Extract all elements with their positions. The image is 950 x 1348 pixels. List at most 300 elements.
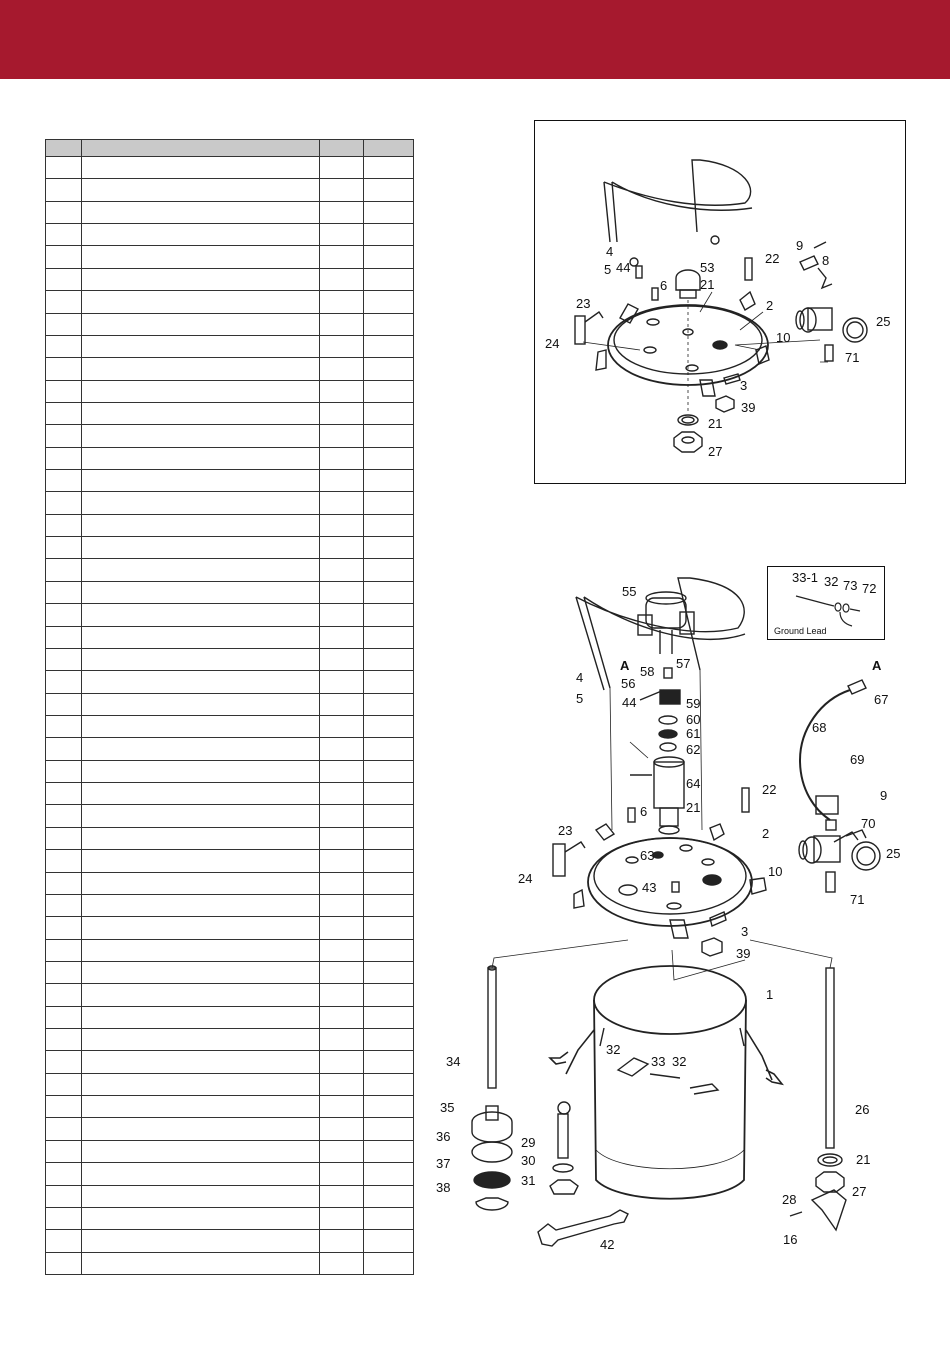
table-cell xyxy=(320,559,364,581)
table-cell xyxy=(46,850,82,872)
table-cell xyxy=(364,1163,414,1185)
table-row xyxy=(46,1073,414,1095)
table-cell xyxy=(320,1006,364,1028)
table-cell xyxy=(320,783,364,805)
callout-label: 21 xyxy=(856,1152,871,1167)
table-cell xyxy=(46,894,82,916)
table-row xyxy=(46,1207,414,1229)
table-row xyxy=(46,894,414,916)
table-cell xyxy=(82,559,320,581)
table-cell xyxy=(46,224,82,246)
lid-diagram-frame xyxy=(534,120,906,484)
table-cell xyxy=(364,1051,414,1073)
table-header-cell xyxy=(320,140,364,157)
table-cell xyxy=(46,559,82,581)
table-row xyxy=(46,939,414,961)
table-cell xyxy=(320,179,364,201)
table-cell xyxy=(364,291,414,313)
table-row xyxy=(46,1252,414,1274)
table-cell xyxy=(364,671,414,693)
table-row xyxy=(46,626,414,648)
callout-label: 21 xyxy=(700,277,715,292)
table-row xyxy=(46,537,414,559)
callout-label: 71 xyxy=(850,892,865,907)
callout-label: 6 xyxy=(660,278,668,293)
table-cell xyxy=(364,224,414,246)
table-cell xyxy=(46,604,82,626)
table-row xyxy=(46,1006,414,1028)
table-header-row xyxy=(46,140,414,157)
callout-label: 60 xyxy=(686,712,701,727)
table-cell xyxy=(46,492,82,514)
callout-label: 64 xyxy=(686,776,701,791)
callout-label: 10 xyxy=(768,864,783,879)
table-cell xyxy=(364,783,414,805)
table-cell xyxy=(46,425,82,447)
callout-label: A xyxy=(872,658,882,673)
table-row xyxy=(46,268,414,290)
table-cell xyxy=(320,1252,364,1274)
callout-label: 35 xyxy=(440,1100,455,1115)
table-row xyxy=(46,917,414,939)
table-row xyxy=(46,201,414,223)
table-cell xyxy=(320,268,364,290)
callout-label: 27 xyxy=(852,1184,867,1199)
callout-label: 44 xyxy=(622,695,637,710)
table-cell xyxy=(82,268,320,290)
table-cell xyxy=(46,917,82,939)
table-cell xyxy=(82,850,320,872)
callout-label: 57 xyxy=(676,656,691,671)
table-cell xyxy=(320,1140,364,1162)
table-cell xyxy=(364,760,414,782)
table-cell xyxy=(82,157,320,179)
table-cell xyxy=(46,626,82,648)
table-row xyxy=(46,1163,414,1185)
table-row xyxy=(46,1230,414,1252)
table-cell xyxy=(364,492,414,514)
callout-label: 72 xyxy=(862,581,877,596)
callout-label: 1 xyxy=(766,987,774,1002)
table-cell xyxy=(82,1207,320,1229)
table-cell xyxy=(82,1029,320,1051)
table-header-cell xyxy=(46,140,82,157)
table-row xyxy=(46,738,414,760)
table-cell xyxy=(82,179,320,201)
table-cell xyxy=(82,447,320,469)
table-cell xyxy=(364,648,414,670)
table-row xyxy=(46,827,414,849)
callout-label: 32 xyxy=(824,574,839,589)
table-cell xyxy=(364,358,414,380)
table-cell xyxy=(320,224,364,246)
callout-label: A xyxy=(620,658,630,673)
table-cell xyxy=(320,492,364,514)
table-row xyxy=(46,604,414,626)
table-cell xyxy=(320,894,364,916)
table-cell xyxy=(46,872,82,894)
table-cell xyxy=(364,626,414,648)
table-cell xyxy=(320,827,364,849)
table-cell xyxy=(320,738,364,760)
table-cell xyxy=(320,537,364,559)
table-cell xyxy=(320,358,364,380)
table-cell xyxy=(46,1207,82,1229)
table-cell xyxy=(46,335,82,357)
table-cell xyxy=(46,1118,82,1140)
table-cell xyxy=(46,939,82,961)
table-cell xyxy=(320,939,364,961)
table-cell xyxy=(82,380,320,402)
table-cell xyxy=(320,447,364,469)
table-row xyxy=(46,984,414,1006)
table-row xyxy=(46,492,414,514)
table-cell xyxy=(46,179,82,201)
table-row xyxy=(46,1118,414,1140)
callout-label: 23 xyxy=(576,296,591,311)
table-cell xyxy=(364,537,414,559)
callout-label: 37 xyxy=(436,1156,451,1171)
table-cell xyxy=(82,939,320,961)
callout-label: 10 xyxy=(776,330,791,345)
table-cell xyxy=(320,291,364,313)
table-cell xyxy=(320,1185,364,1207)
table-cell xyxy=(82,1073,320,1095)
table-cell xyxy=(46,738,82,760)
table-cell xyxy=(82,1096,320,1118)
table-header-cell xyxy=(364,140,414,157)
table-row xyxy=(46,783,414,805)
table-cell xyxy=(46,581,82,603)
table-cell xyxy=(364,917,414,939)
callout-label: 28 xyxy=(782,1192,797,1207)
table-cell xyxy=(364,246,414,268)
table-cell xyxy=(46,1140,82,1162)
table-cell xyxy=(46,447,82,469)
table-row xyxy=(46,470,414,492)
callout-label: 29 xyxy=(521,1135,536,1150)
table-cell xyxy=(364,380,414,402)
table-cell xyxy=(82,335,320,357)
table-cell xyxy=(46,246,82,268)
callout-label: 9 xyxy=(796,238,804,253)
table-cell xyxy=(320,715,364,737)
parts-table xyxy=(45,139,414,1275)
table-cell xyxy=(320,1163,364,1185)
callout-label: 39 xyxy=(736,946,751,961)
table-cell xyxy=(320,201,364,223)
table-cell xyxy=(82,984,320,1006)
callout-label: 6 xyxy=(640,804,648,819)
callout-label: 3 xyxy=(741,924,749,939)
table-row xyxy=(46,157,414,179)
table-row xyxy=(46,872,414,894)
table-cell xyxy=(46,1029,82,1051)
table-cell xyxy=(320,1207,364,1229)
table-cell xyxy=(82,514,320,536)
table-cell xyxy=(82,581,320,603)
table-cell xyxy=(364,850,414,872)
table-cell xyxy=(46,984,82,1006)
table-cell xyxy=(46,693,82,715)
callout-label: 5 xyxy=(576,691,584,706)
table-cell xyxy=(320,693,364,715)
callout-label: 22 xyxy=(765,251,780,266)
table-cell xyxy=(320,872,364,894)
table-cell xyxy=(82,1230,320,1252)
table-cell xyxy=(364,604,414,626)
callout-label: 2 xyxy=(766,298,774,313)
callout-label: 27 xyxy=(708,444,723,459)
callout-label: 23 xyxy=(558,823,573,838)
table-cell xyxy=(320,470,364,492)
table-cell xyxy=(82,715,320,737)
table-cell xyxy=(82,1163,320,1185)
callout-label: 22 xyxy=(762,782,777,797)
table-cell xyxy=(82,805,320,827)
callout-label: 25 xyxy=(876,314,891,329)
table-row xyxy=(46,1140,414,1162)
table-cell xyxy=(364,425,414,447)
table-cell xyxy=(46,358,82,380)
table-row xyxy=(46,291,414,313)
table-cell xyxy=(46,715,82,737)
callout-label: 67 xyxy=(874,692,889,707)
callout-label: 9 xyxy=(880,788,888,803)
table-cell xyxy=(364,805,414,827)
table-cell xyxy=(364,1029,414,1051)
table-cell xyxy=(46,671,82,693)
table-cell xyxy=(364,514,414,536)
table-cell xyxy=(320,604,364,626)
table-cell xyxy=(364,313,414,335)
table-cell xyxy=(82,760,320,782)
table-cell xyxy=(46,470,82,492)
table-cell xyxy=(82,626,320,648)
callout-label: 33 xyxy=(651,1054,666,1069)
table-cell xyxy=(46,313,82,335)
callout-label: 71 xyxy=(845,350,860,365)
callout-label: 8 xyxy=(822,253,830,268)
table-row xyxy=(46,313,414,335)
callout-label: 44 xyxy=(616,260,631,275)
table-cell xyxy=(82,1051,320,1073)
callout-label: 24 xyxy=(545,336,560,351)
table-row xyxy=(46,358,414,380)
table-cell xyxy=(82,201,320,223)
callout-label: 24 xyxy=(518,871,533,886)
callout-label: 30 xyxy=(521,1153,536,1168)
table-cell xyxy=(320,850,364,872)
table-cell xyxy=(364,559,414,581)
callout-label: 69 xyxy=(850,752,865,767)
callout-label: 21 xyxy=(708,416,723,431)
callout-label: 59 xyxy=(686,696,701,711)
table-cell xyxy=(46,268,82,290)
table-cell xyxy=(46,402,82,424)
table-cell xyxy=(364,1207,414,1229)
table-cell xyxy=(320,805,364,827)
table-cell xyxy=(364,894,414,916)
table-row xyxy=(46,671,414,693)
table-cell xyxy=(364,827,414,849)
callout-label: 25 xyxy=(886,846,901,861)
table-cell xyxy=(82,1118,320,1140)
table-cell xyxy=(46,961,82,983)
table-cell xyxy=(46,1185,82,1207)
table-cell xyxy=(364,1140,414,1162)
table-cell xyxy=(46,783,82,805)
table-cell xyxy=(320,760,364,782)
callout-label: 5 xyxy=(604,262,612,277)
table-row xyxy=(46,850,414,872)
table-cell xyxy=(82,425,320,447)
table-cell xyxy=(82,224,320,246)
table-row xyxy=(46,961,414,983)
table-row xyxy=(46,693,414,715)
table-cell xyxy=(46,514,82,536)
table-row xyxy=(46,559,414,581)
table-row xyxy=(46,447,414,469)
table-cell xyxy=(364,1096,414,1118)
table-cell xyxy=(320,514,364,536)
table-cell xyxy=(82,492,320,514)
table-cell xyxy=(46,201,82,223)
table-cell xyxy=(364,1118,414,1140)
table-cell xyxy=(320,313,364,335)
ground-lead-label: Ground Lead xyxy=(774,626,827,636)
table-row xyxy=(46,805,414,827)
table-cell xyxy=(364,693,414,715)
table-cell xyxy=(46,1096,82,1118)
table-row xyxy=(46,1185,414,1207)
table-cell xyxy=(82,783,320,805)
table-cell xyxy=(82,961,320,983)
callout-label: 42 xyxy=(600,1237,615,1252)
table-cell xyxy=(364,984,414,1006)
callouts-bottom xyxy=(436,570,900,1252)
table-cell xyxy=(364,335,414,357)
table-cell xyxy=(46,291,82,313)
table-row xyxy=(46,760,414,782)
table-cell xyxy=(364,268,414,290)
table-cell xyxy=(320,626,364,648)
table-row xyxy=(46,335,414,357)
table-cell xyxy=(320,157,364,179)
callout-label: 21 xyxy=(686,800,701,815)
table-cell xyxy=(46,760,82,782)
callout-label: 33-1 xyxy=(792,570,819,585)
table-cell xyxy=(364,939,414,961)
table-row xyxy=(46,581,414,603)
callout-label: 36 xyxy=(436,1129,451,1144)
table-cell xyxy=(320,648,364,670)
table-cell xyxy=(320,246,364,268)
callout-label: 68 xyxy=(812,720,827,735)
callout-label: 55 xyxy=(622,584,637,599)
table-cell xyxy=(320,1073,364,1095)
table-cell xyxy=(320,984,364,1006)
table-cell xyxy=(46,1006,82,1028)
table-cell xyxy=(82,1185,320,1207)
callout-label: 3 xyxy=(740,378,748,393)
table-cell xyxy=(82,291,320,313)
table-cell xyxy=(82,1006,320,1028)
table-cell xyxy=(46,1163,82,1185)
table-cell xyxy=(46,1073,82,1095)
callout-label: 4 xyxy=(576,670,584,685)
callout-label: 4 xyxy=(606,244,614,259)
table-cell xyxy=(364,872,414,894)
callout-label: 16 xyxy=(783,1232,798,1247)
table-cell xyxy=(82,671,320,693)
callout-label: 34 xyxy=(446,1054,461,1069)
table-cell xyxy=(364,715,414,737)
table-cell xyxy=(364,581,414,603)
table-cell xyxy=(320,1029,364,1051)
callout-label: 31 xyxy=(521,1173,536,1188)
table-cell xyxy=(46,1230,82,1252)
table-cell xyxy=(82,738,320,760)
table-cell xyxy=(364,1230,414,1252)
callout-label: 73 xyxy=(843,578,858,593)
table-cell xyxy=(82,827,320,849)
table-row xyxy=(46,1029,414,1051)
table-row xyxy=(46,246,414,268)
table-cell xyxy=(82,604,320,626)
table-row xyxy=(46,715,414,737)
table-cell xyxy=(82,648,320,670)
table-cell xyxy=(320,380,364,402)
table-header-cell xyxy=(82,140,320,157)
table-row xyxy=(46,514,414,536)
table-cell xyxy=(82,693,320,715)
table-cell xyxy=(364,738,414,760)
table-row xyxy=(46,224,414,246)
table-cell xyxy=(46,648,82,670)
table-cell xyxy=(46,157,82,179)
table-cell xyxy=(82,1252,320,1274)
table-cell xyxy=(46,380,82,402)
table-cell xyxy=(320,917,364,939)
table-cell xyxy=(364,179,414,201)
table-cell xyxy=(364,447,414,469)
table-cell xyxy=(320,581,364,603)
callout-label: 63 xyxy=(640,848,655,863)
table-cell xyxy=(82,917,320,939)
table-cell xyxy=(320,961,364,983)
table-cell xyxy=(82,537,320,559)
table-cell xyxy=(364,157,414,179)
table-row xyxy=(46,425,414,447)
table-cell xyxy=(82,872,320,894)
table-row xyxy=(46,402,414,424)
table-cell xyxy=(320,402,364,424)
callout-label: 38 xyxy=(436,1180,451,1195)
callout-label: 43 xyxy=(642,880,657,895)
table-cell xyxy=(320,671,364,693)
table-cell xyxy=(82,470,320,492)
table-cell xyxy=(320,1051,364,1073)
table-cell xyxy=(364,1185,414,1207)
callout-label: 26 xyxy=(855,1102,870,1117)
table-cell xyxy=(82,358,320,380)
table-row xyxy=(46,380,414,402)
callout-label: 70 xyxy=(861,816,876,831)
callout-label: 39 xyxy=(741,400,756,415)
callout-label: 32 xyxy=(672,1054,687,1069)
table-row xyxy=(46,1096,414,1118)
